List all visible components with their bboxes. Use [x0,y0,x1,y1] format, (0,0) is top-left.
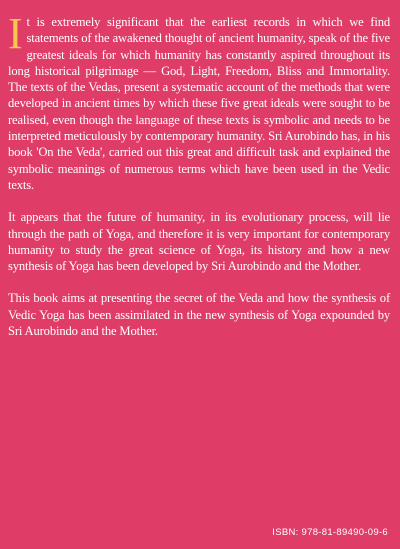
paragraph-intro-text: t is extremely significant that the earliest records in which we find statements of the awakened thought of ancient humanity, speak of the five greatest ideals for which humanity has constantly aspired throughout its long historical pilgrimage — God, Light, Freedom, Bliss and Immortality. The texts of the Vedas, present a systematic account of the methods that were developed in ancient times by which these five great ideals were sought to be realised, even though the language of these texts is symbolic and needs to be interpreted meticulously by contemporary humanity. Sri Aurobindo has, in his book 'On the Veda', carried out this great and difficult task and explained the symbolic meanings of numerous terms which have been used in the Vedic texts. [8,15,390,192]
drop-cap: I [8,9,23,58]
paragraph-yoga-future: It appears that the future of humanity, in its evolutionary process, will lie through the path of Yoga, and therefore it is very important for contemporary humanity to study the great science of Yoga, its history and how a new synthesis of Yoga has been developed by Sri Aurobindo and the Mother. [8,210,390,274]
isbn-label: ISBN: 978-81-89490-09-6 [272,527,388,538]
paragraph-book-aim: This book aims at presenting the secret of the Veda and how the synthesis of Vedic Yoga has been assimilated in the new synthesis of Yoga expounded by Sri Aurobindo and the Mother. [8,291,390,339]
paragraph-intro [8,9,390,193]
